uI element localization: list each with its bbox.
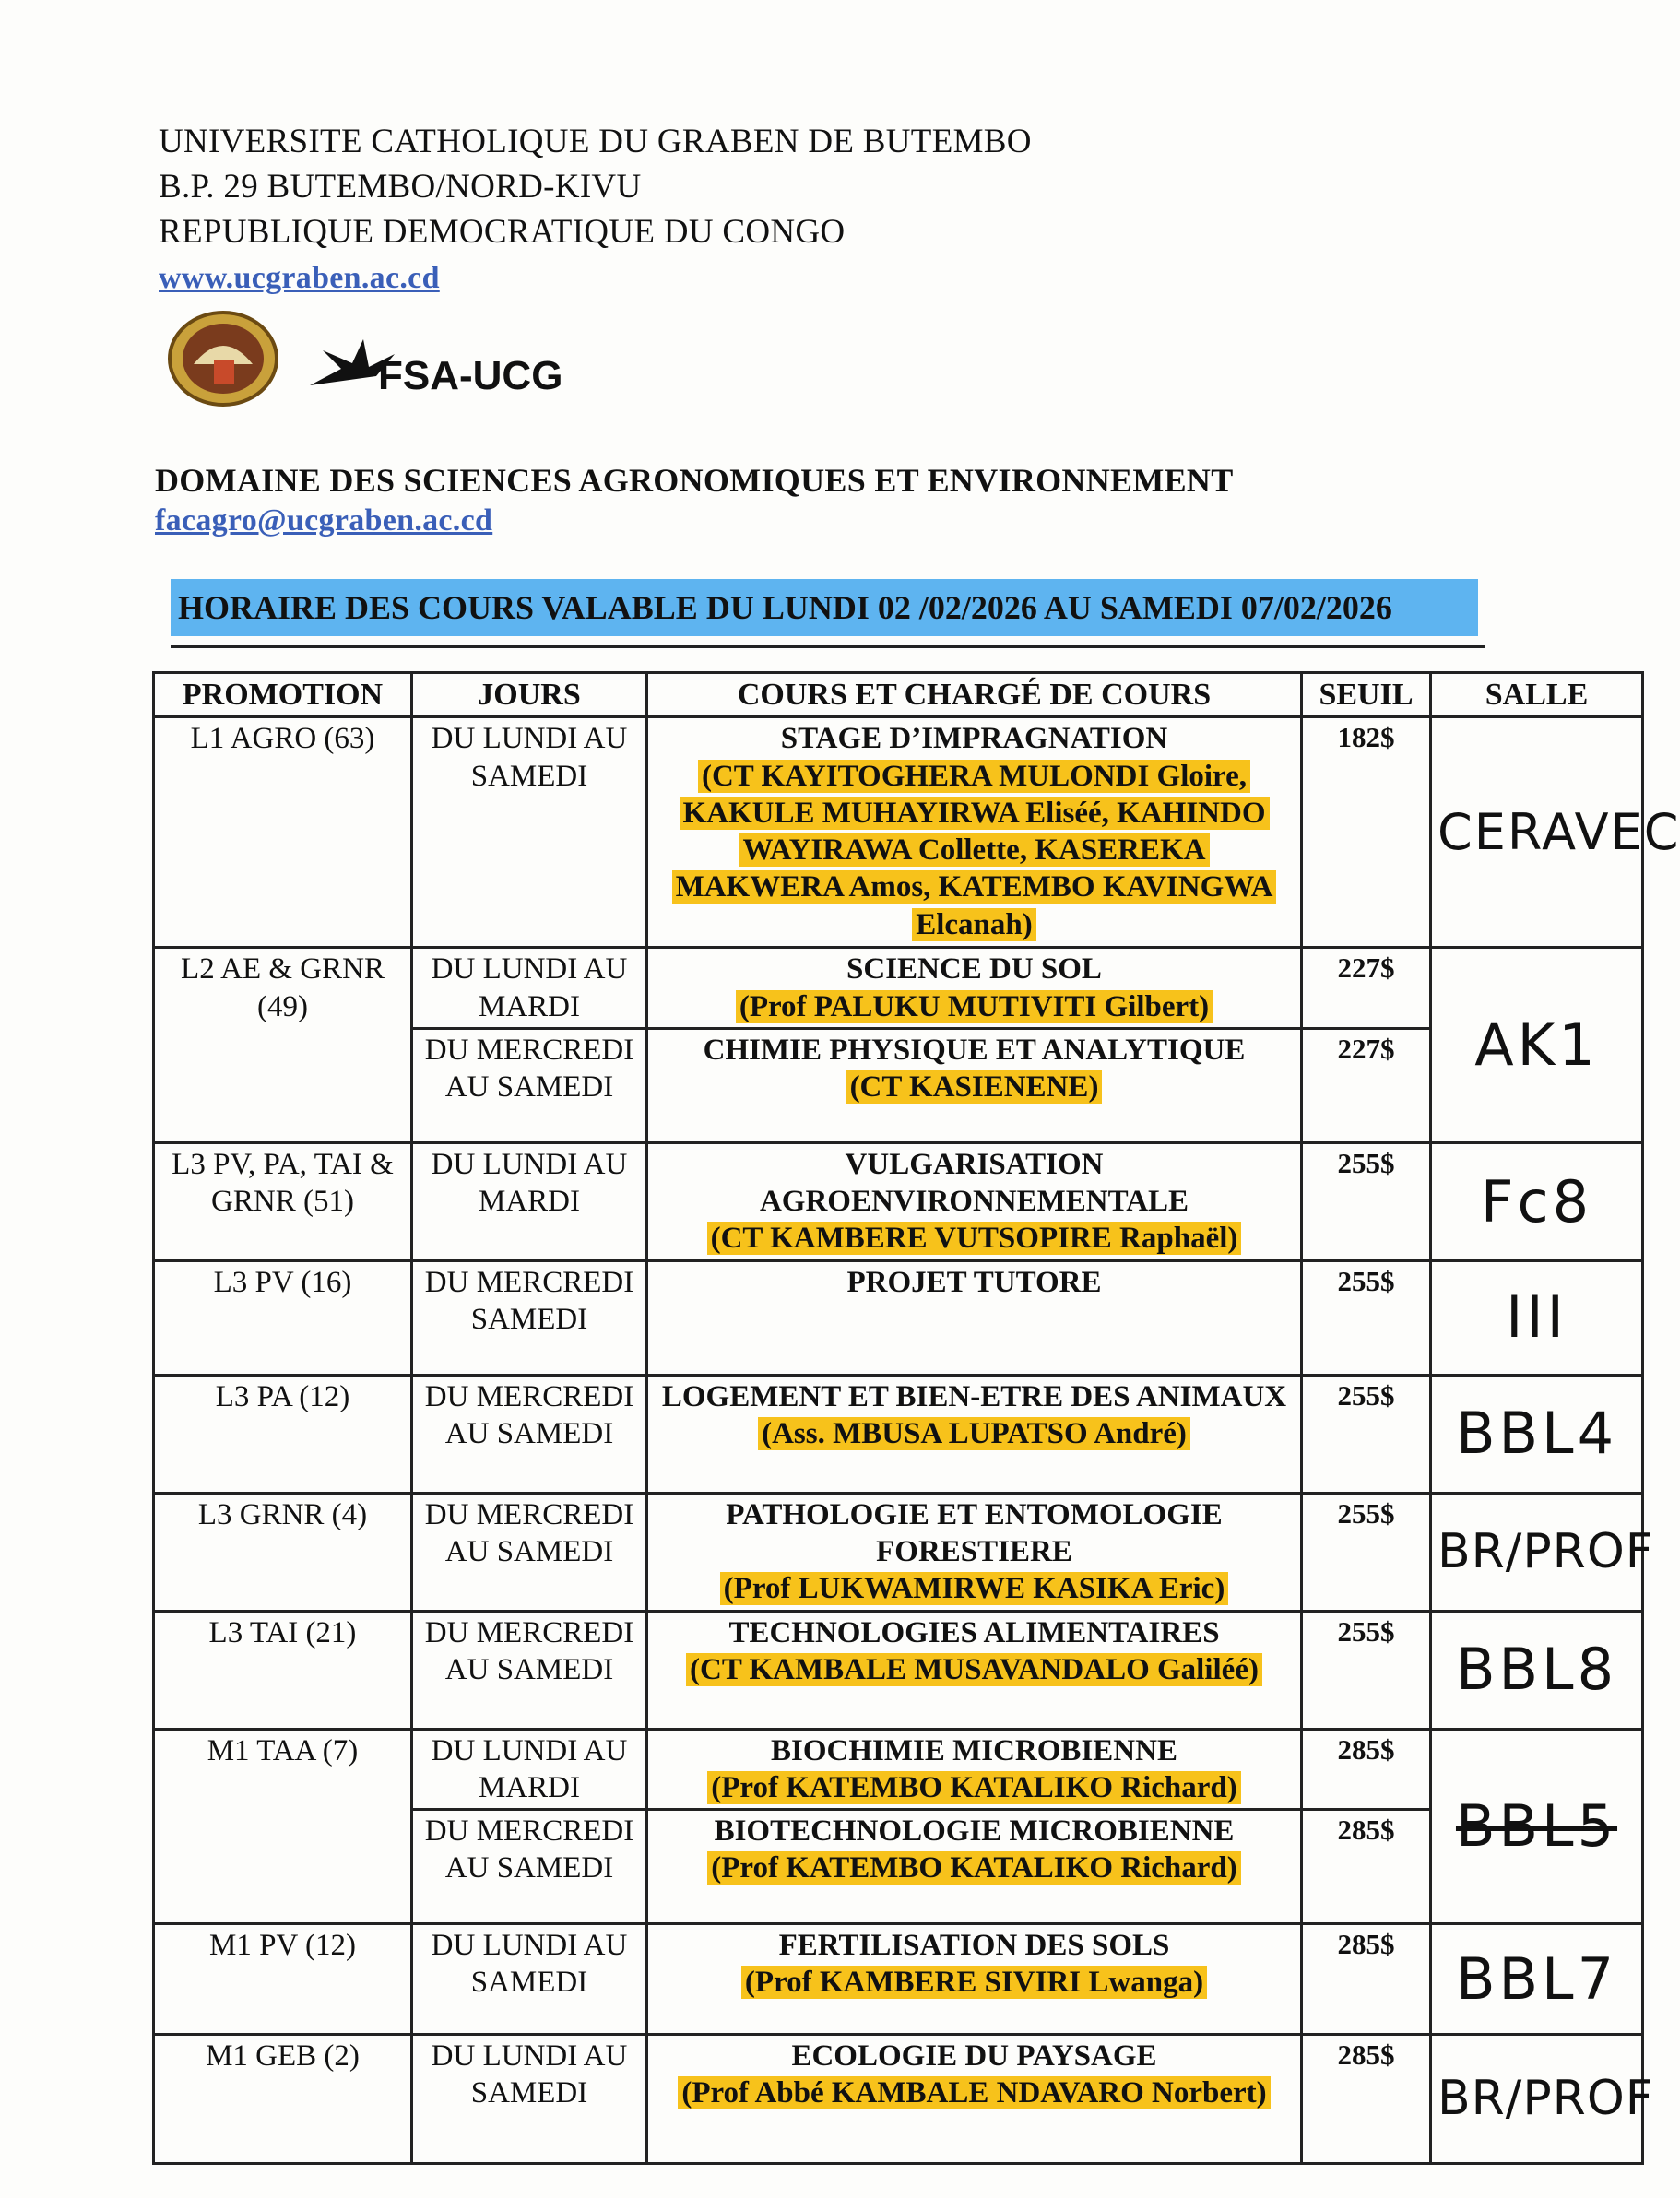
table-row <box>154 1375 1643 1493</box>
jours-cell: DU LUNDI AU MARDI <box>412 1142 647 1260</box>
jours-cell: DU MERCREDI AU SAMEDI <box>412 1028 647 1142</box>
course-title: PATHOLOGIE ET ENTOMOLOGIE FORESTIERE <box>726 1497 1223 1568</box>
jours-cell: DU LUNDI AU MARDI <box>412 948 647 1029</box>
schedule-title: HORAIRE DES COURS VALABLE DU LUNDI 02 /02/2026 AU SAMEDI 07/02/2026 <box>171 579 1478 636</box>
lecturer-name: (CT KAMBERE VUTSOPIRE Raphaël) <box>707 1222 1242 1255</box>
seuil-cell: 285$ <box>1302 1924 1431 2035</box>
jours-cell: DU MERCREDI AU SAMEDI <box>412 1810 647 1924</box>
seuil-cell: 285$ <box>1302 1810 1431 1924</box>
jours-cell: DU LUNDI AU SAMEDI <box>412 717 647 948</box>
table-row <box>154 948 1643 1029</box>
course-cell <box>647 1729 1302 1810</box>
course-cell <box>647 948 1302 1029</box>
salle-cell: BBL4 <box>1431 1375 1643 1493</box>
lecturer-name: (Prof KATEMBO KATALIKO Richard) <box>707 1851 1240 1885</box>
table-header-row <box>154 673 1643 717</box>
jours-cell: DU MERCREDI AU SAMEDI <box>412 1611 647 1729</box>
salle-cell: AK1 <box>1431 948 1643 1143</box>
country-name: REPUBLIQUE DEMOCRATIQUE DU CONGO <box>159 213 846 251</box>
salle-cell: BBL5 <box>1431 1729 1643 1924</box>
promotion-cell: L3 GRNR (4) <box>154 1493 412 1611</box>
course-cell <box>647 1924 1302 2035</box>
promotion-cell: L2 AE & GRNR (49) <box>154 948 412 1143</box>
course-cell <box>647 1142 1302 1260</box>
course-title: LOGEMENT ET BIEN-ETRE DES ANIMAUX <box>661 1379 1287 1413</box>
course-cell <box>647 1493 1302 1611</box>
salle-cell: BBL8 <box>1431 1611 1643 1729</box>
seuil-cell: 255$ <box>1302 1493 1431 1611</box>
promotion-cell: M1 TAA (7) <box>154 1729 412 1924</box>
lecturer-name: (Prof PALUKU MUTIVITI Gilbert) <box>736 990 1213 1023</box>
course-title: CHIMIE PHYSIQUE ET ANALYTIQUE <box>703 1033 1246 1067</box>
course-cell <box>647 1375 1302 1493</box>
course-title: STAGE D’IMPRAGNATION <box>780 722 1168 756</box>
schedule-table <box>152 671 1680 2165</box>
promotion-cell: L3 PV, PA, TAI & GRNR (51) <box>154 1142 412 1260</box>
salle-cell: BR/PROF <box>1431 1493 1643 1611</box>
seuil-cell: 255$ <box>1302 1611 1431 1729</box>
promotion-cell: L3 PV (16) <box>154 1260 412 1375</box>
jours-cell: DU LUNDI AU SAMEDI <box>412 2035 647 2164</box>
course-title: SCIENCE DU SOL <box>846 952 1102 987</box>
course-title: PROJET TUTORE <box>846 1265 1102 1299</box>
jours-cell: DU LUNDI AU SAMEDI <box>412 1924 647 2035</box>
lecturer-name: (Prof LUKWAMIRWE KASIKA Eric) <box>720 1572 1229 1605</box>
faculty-name: DOMAINE DES SCIENCES AGRONOMIQUES ET ENVIRONNEMENT <box>155 462 1234 499</box>
promotion-cell: M1 GEB (2) <box>154 2035 412 2164</box>
table-row <box>154 1611 1643 1729</box>
table-row <box>154 1924 1643 2035</box>
course-cell <box>647 717 1302 948</box>
course-title: BIOTECHNOLOGIE MICROBIENNE <box>714 1814 1235 1849</box>
promotion-cell: M1 PV (12) <box>154 1924 412 2035</box>
salle-cell: Fc8 <box>1431 1142 1643 1260</box>
faculty-email-link[interactable]: facagro@ucgraben.ac.cd <box>155 503 493 538</box>
table-row <box>154 2035 1643 2164</box>
title-underline <box>171 645 1485 648</box>
course-cell <box>647 1028 1302 1142</box>
course-title: FERTILISATION DES SOLS <box>778 1929 1170 1963</box>
table-row <box>154 1493 1643 1611</box>
header-salle: SALLE <box>1431 673 1643 717</box>
seuil-cell: 285$ <box>1302 1729 1431 1810</box>
seuil-cell: 255$ <box>1302 1375 1431 1493</box>
seuil-cell: 227$ <box>1302 1028 1431 1142</box>
course-cell <box>647 1611 1302 1729</box>
header-cours: COURS ET CHARGÉ DE COURS <box>647 673 1302 717</box>
seuil-cell: 285$ <box>1302 2035 1431 2164</box>
table-row <box>154 1142 1643 1260</box>
website-link[interactable]: www.ucgraben.ac.cd <box>159 261 440 295</box>
jours-cell: DU LUNDI AU MARDI <box>412 1729 647 1810</box>
header-seuil: SEUIL <box>1302 673 1431 717</box>
fsa-ucg-logo <box>304 332 563 406</box>
salle-cell: BBL7 <box>1431 1924 1643 2035</box>
course-cell <box>647 1260 1302 1375</box>
course-title: TECHNOLOGIES ALIMENTAIRES <box>728 1615 1220 1649</box>
seuil-cell: 182$ <box>1302 717 1431 948</box>
postal-address: B.P. 29 BUTEMBO/NORD-KIVU <box>159 168 642 206</box>
lecturer-name: (CT KAMBALE MUSAVANDALO Galiléé) <box>686 1653 1262 1686</box>
seuil-cell: 255$ <box>1302 1142 1431 1260</box>
table-row <box>154 1260 1643 1375</box>
lecturer-name: (CT KASIENENE) <box>846 1070 1103 1104</box>
course-title: BIOCHIMIE MICROBIENNE <box>771 1733 1177 1767</box>
table-row <box>154 717 1643 948</box>
jours-cell: DU MERCREDI AU SAMEDI <box>412 1493 647 1611</box>
jours-cell: DU MERCREDI AU SAMEDI <box>412 1375 647 1493</box>
lecturer-name: (Ass. MBUSA LUPATSO André) <box>758 1417 1190 1450</box>
lecturer-name: (Prof KAMBERE SIVIRI Lwanga) <box>741 1966 1207 1999</box>
header-promotion: PROMOTION <box>154 673 412 717</box>
promotion-cell: L1 AGRO (63) <box>154 717 412 948</box>
seuil-cell: 255$ <box>1302 1260 1431 1375</box>
course-cell <box>647 1810 1302 1924</box>
jours-cell: DU MERCREDI SAMEDI <box>412 1260 647 1375</box>
header-jours: JOURS <box>412 673 647 717</box>
salle-cell: BR/PROF <box>1431 2035 1643 2164</box>
promotion-cell: L3 TAI (21) <box>154 1611 412 1729</box>
course-title: VULGARISATION AGROENVIRONNEMENTALE <box>759 1147 1189 1219</box>
seuil-cell: 227$ <box>1302 948 1431 1029</box>
salle-cell: CERAVEC <box>1431 717 1643 948</box>
course-cell <box>647 2035 1302 2164</box>
promotion-cell: L3 PA (12) <box>154 1375 412 1493</box>
salle-cell: III <box>1431 1260 1643 1375</box>
university-name: UNIVERSITE CATHOLIQUE DU GRABEN DE BUTEMBO <box>159 123 1032 160</box>
lecturer-name: (CT KAYITOGHERA MULONDI Gloire, KAKULE MUHAYIRWA Eliséé, KAHINDO WAYIRAWA Collette, KASEREKA MAKWERA Amos, KATEMBO KAVINGWA Elcanah) <box>672 760 1277 941</box>
university-seal-logo <box>166 309 281 408</box>
table-row <box>154 1729 1643 1810</box>
lecturer-name: (Prof Abbé KAMBALE NDAVARO Norbert) <box>678 2076 1270 2109</box>
course-title: ECOLOGIE DU PAYSAGE <box>791 2039 1157 2074</box>
fsa-ucg-logo-text: FSA-UCG <box>378 353 563 398</box>
lecturer-name: (Prof KATEMBO KATALIKO Richard) <box>707 1771 1240 1804</box>
